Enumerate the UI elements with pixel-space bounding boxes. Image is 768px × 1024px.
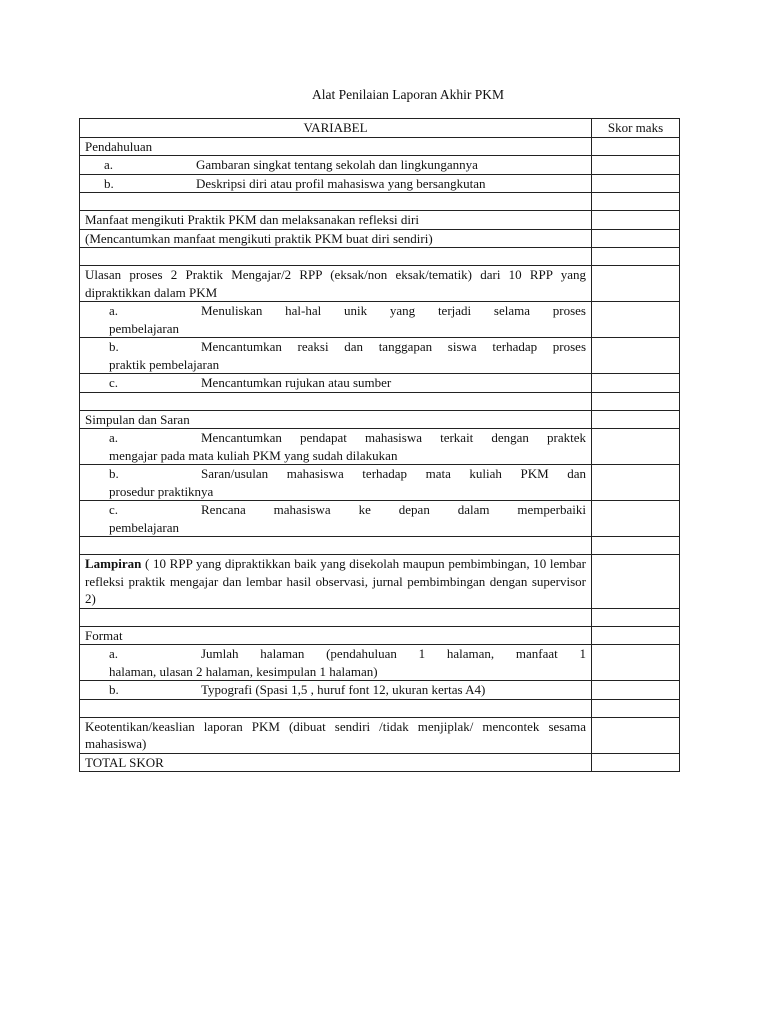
list-item [85,429,586,464]
total-row [80,753,680,772]
table-row [80,681,680,700]
header-variable: VARIABEL [80,119,592,138]
item-text: Rencana mahasiswa ke depan dalam memperbaiki [201,502,586,517]
table-row [80,174,680,193]
item-text: Mencantumkan pendapat mahasiswa terkait dengan praktek [201,430,586,445]
item-letter: c. [109,375,119,390]
score-cell [592,681,680,700]
item-text-continued: praktik pembelajaran [109,356,220,372]
item-letter: b. [104,175,114,191]
score-cell [592,302,680,338]
list-item [85,175,586,193]
score-cell [592,555,680,609]
item-text-continued: pembelajaran [109,519,180,535]
score-cell [592,465,680,501]
table-row [80,465,680,501]
section-row [80,410,680,429]
item-letter: c. [109,502,119,517]
item-text-continued: prosedur praktiknya [109,483,214,499]
spacer-row [80,193,680,211]
section-text-lampiran: ( 10 RPP yang dipraktikkan baik yang disekolah maupun pembimbingan, 10 lembar refleksi praktik mengajar dan lembar hasil observasi, jurnal pembimbingan dengan supervisor 2) [85,556,586,606]
assessment-table [79,118,680,772]
item-text: Menuliskan hal-hal unik yang terjadi selama proses [201,303,586,318]
item-text-continued: pembelajaran [109,320,180,336]
score-cell [592,429,680,465]
section-row [80,137,680,156]
section-lampiran [80,555,592,609]
spacer-row [80,608,680,626]
item-letter: b. [109,682,119,697]
score-cell [592,137,680,156]
score-cell [592,211,680,230]
table-row [80,302,680,338]
section-title-manfaat: Manfaat mengikuti Praktik PKM dan melaksanakan refleksi diri [80,211,592,230]
score-cell [592,717,680,753]
spacer-row [80,699,680,717]
item-text: Deskripsi diri atau profil mahasiswa yang bersangkutan [196,175,486,191]
document-title: Alat Penilaian Laporan Akhir PKM [312,87,504,102]
section-row [80,555,680,609]
list-item [85,465,586,500]
spacer-row [80,248,680,266]
item-text-continued: mengajar pada mata kuliah PKM yang sudah dilakukan [109,447,398,463]
item-text: Mencantumkan reaksi dan tanggapan siswa terhadap proses [201,339,586,354]
total-score-cell [592,753,680,772]
table-row [80,501,680,537]
section-row [80,266,680,302]
item-text: Saran/usulan mahasiswa terhadap mata kuliah PKM dan [201,466,586,481]
score-cell [592,626,680,645]
list-item [85,338,586,373]
table-row [80,645,680,681]
list-item [85,156,586,174]
score-cell [592,174,680,193]
table-row [80,156,680,175]
header-max-score: Skor maks [592,119,680,138]
score-cell [592,338,680,374]
section-title-format: Format [80,626,592,645]
item-letter: a. [104,157,114,172]
table-header-row [80,119,680,138]
section-title-lampiran: Lampiran [85,556,142,571]
spacer-row [80,537,680,555]
item-text-continued: halaman, ulasan 2 halaman, kesimpulan 1 halaman) [109,663,378,679]
table-row [80,229,680,248]
score-cell [592,156,680,175]
list-item [85,645,586,680]
section-title-simpulan: Simpulan dan Saran [80,410,592,429]
item-letter: b. [109,339,119,354]
total-score-label: TOTAL SKOR [80,753,592,772]
section-title-keotentikan: Keotentikan/keaslian laporan PKM (dibuat sendiri /tidak menjiplak/ mencontek sesama mahasiswa) [80,717,592,753]
item-letter: a. [109,303,119,318]
list-item [85,374,586,392]
table-row [80,429,680,465]
list-item [85,501,586,536]
list-item [85,302,586,337]
section-row [80,717,680,753]
item-text: Gambaran singkat tentang sekolah dan lingkungannya [196,157,478,172]
score-cell [592,374,680,393]
section-title-ulasan: Ulasan proses 2 Praktik Mengajar/2 RPP (eksak/non eksak/tematik) dari 10 RPP yang dipraktikkan dalam PKM [80,266,592,302]
item-text: Mencantumkan rujukan atau sumber [201,375,392,390]
item-text: Jumlah halaman (pendahuluan 1 halaman, manfaat 1 [201,646,586,661]
item-letter: b. [109,466,119,481]
spacer-row [80,392,680,410]
list-item [85,681,586,699]
section-row [80,211,680,230]
table-row [80,338,680,374]
item-letter: a. [109,646,119,661]
item-text: Typografi (Spasi 1,5 , huruf font 12, ukuran kertas A4) [201,682,486,697]
score-cell [592,645,680,681]
score-cell [592,501,680,537]
item-letter: a. [109,430,119,445]
section-note-manfaat: (Mencantumkan manfaat mengikuti praktik PKM buat diri sendiri) [80,229,592,248]
table-row [80,374,680,393]
score-cell [592,229,680,248]
section-row [80,626,680,645]
score-cell [592,410,680,429]
section-title-pendahuluan: Pendahuluan [80,137,592,156]
score-cell [592,266,680,302]
